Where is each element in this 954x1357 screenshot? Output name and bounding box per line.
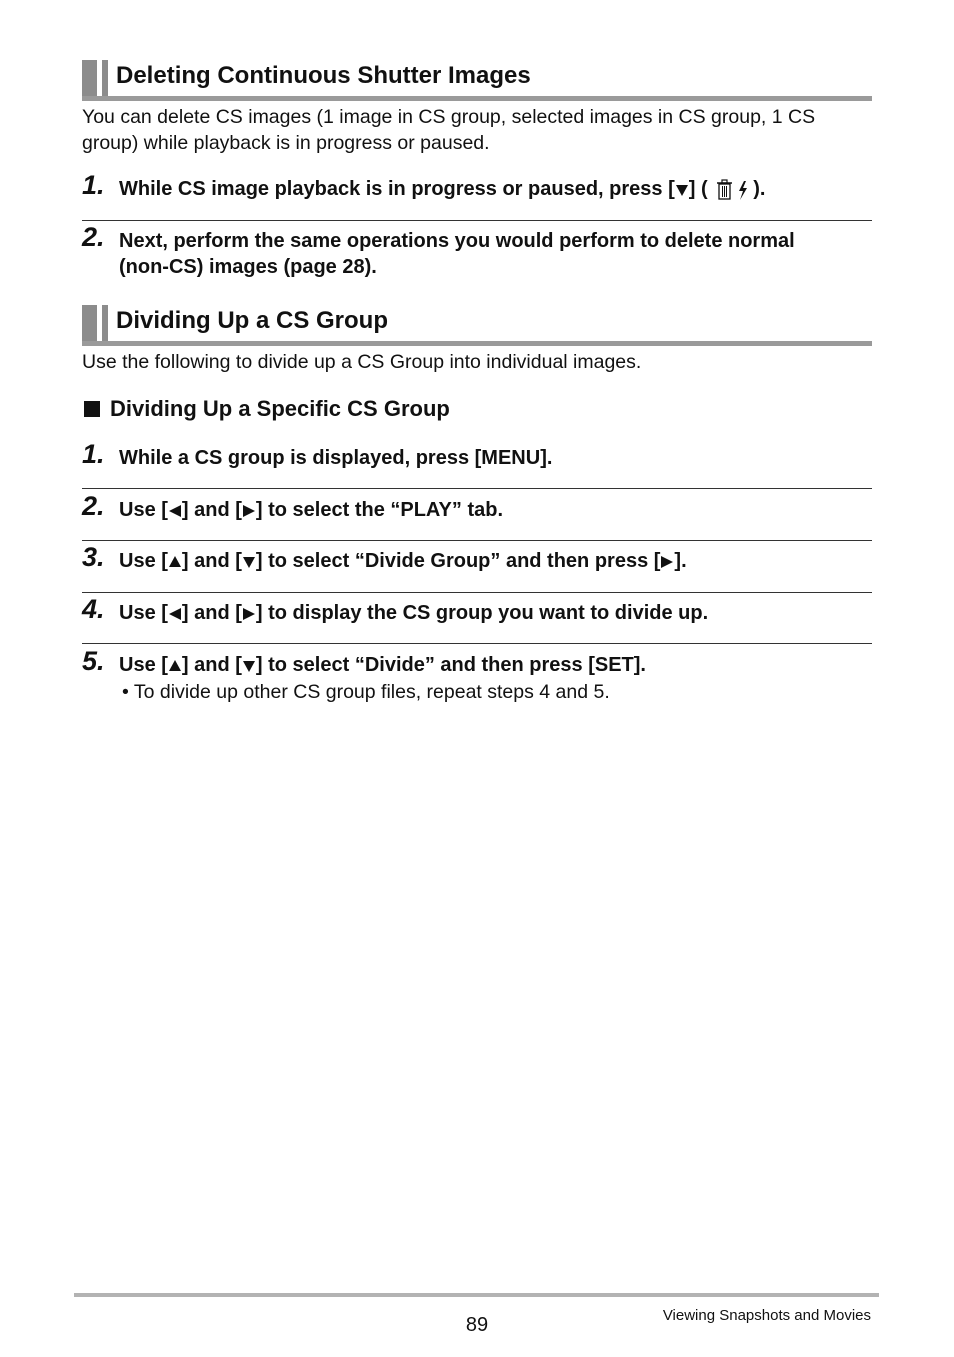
step-text-part: Use [ bbox=[119, 654, 168, 676]
step-divider bbox=[82, 540, 872, 541]
step-text-part: Use [ bbox=[119, 499, 168, 521]
subheading bbox=[84, 396, 450, 422]
step-text-part: ] and [ bbox=[181, 602, 242, 624]
trash-flash-icon bbox=[713, 177, 753, 203]
step-number: 5. bbox=[82, 646, 105, 676]
chapter-title: Viewing Snapshots and Movies bbox=[662, 1307, 871, 1324]
step-text: While a CS group is displayed, press [MENU]. bbox=[119, 447, 553, 469]
heading-bar bbox=[102, 60, 108, 96]
section-heading-deleting bbox=[82, 58, 872, 101]
step-text-part: Use [ bbox=[119, 550, 168, 572]
step-text-part: Use [ bbox=[119, 602, 168, 624]
step-text-part: While CS image playback is in progress or paused, press [ bbox=[119, 178, 675, 200]
step-number: 2. bbox=[82, 222, 105, 252]
down-triangle-icon bbox=[675, 183, 689, 197]
step-number: 1. bbox=[82, 439, 105, 469]
section-heading-dividing bbox=[82, 303, 872, 346]
step-number: 2. bbox=[82, 491, 105, 521]
step-text-part: ] to select “Divide Group” and then press [ bbox=[255, 550, 661, 572]
left-triangle-icon bbox=[168, 504, 182, 518]
left-triangle-icon bbox=[168, 607, 182, 621]
intro-line: group) while playback is in progress or paused. bbox=[82, 132, 490, 154]
subheading-text: Dividing Up a Specific CS Group bbox=[110, 396, 450, 421]
step-divider bbox=[82, 643, 872, 644]
section-title: Dividing Up a CS Group bbox=[116, 307, 389, 334]
step-text bbox=[119, 652, 872, 678]
right-triangle-icon bbox=[242, 607, 256, 621]
step-text bbox=[119, 228, 872, 280]
step-text-part: ] and [ bbox=[181, 654, 242, 676]
section-intro bbox=[82, 104, 872, 156]
step-text bbox=[119, 497, 872, 523]
heading-bar bbox=[82, 305, 97, 341]
step-text-part: ] and [ bbox=[181, 499, 242, 521]
right-triangle-icon bbox=[660, 555, 674, 569]
step-text-part: ] to select “Divide” and then press [SET]. bbox=[255, 654, 646, 676]
down-triangle-icon bbox=[242, 659, 256, 673]
step-text-line: Next, perform the same operations you would perform to delete normal bbox=[119, 230, 795, 252]
up-triangle-icon bbox=[168, 555, 182, 569]
right-triangle-icon bbox=[242, 504, 256, 518]
step-number: 4. bbox=[82, 594, 105, 624]
step-text-part: ] and [ bbox=[181, 550, 242, 572]
down-triangle-icon bbox=[242, 555, 256, 569]
section-title: Deleting Continuous Shutter Images bbox=[116, 62, 531, 89]
section-intro: Use the following to divide up a CS Group into individual images. bbox=[82, 351, 642, 373]
step-divider bbox=[82, 592, 872, 593]
step-text-part: ] to display the CS group you want to divide up. bbox=[255, 602, 709, 624]
step-text-part: ] ( bbox=[688, 178, 708, 200]
page-number: 89 bbox=[465, 1314, 489, 1336]
square-bullet-icon bbox=[84, 401, 100, 417]
step-text bbox=[119, 176, 872, 203]
bullet-note: • To divide up other CS group files, repeat steps 4 and 5. bbox=[122, 681, 610, 703]
step-text bbox=[119, 548, 872, 574]
step-text-part: ] to select the “PLAY” tab. bbox=[255, 499, 503, 521]
intro-line: You can delete CS images (1 image in CS group, selected images in CS group, 1 CS bbox=[82, 106, 816, 128]
up-triangle-icon bbox=[168, 659, 182, 673]
footer-divider bbox=[74, 1293, 879, 1297]
step-text-line: (non-CS) images (page 28). bbox=[119, 256, 377, 278]
step-text-part: ). bbox=[753, 178, 766, 200]
step-text bbox=[119, 600, 872, 626]
step-divider bbox=[82, 488, 872, 489]
step-number: 1. bbox=[82, 170, 105, 200]
step-number: 3. bbox=[82, 542, 105, 572]
step-divider bbox=[82, 220, 872, 221]
heading-bar bbox=[82, 60, 97, 96]
heading-bar bbox=[102, 305, 108, 341]
step-text-part: ]. bbox=[674, 550, 687, 572]
